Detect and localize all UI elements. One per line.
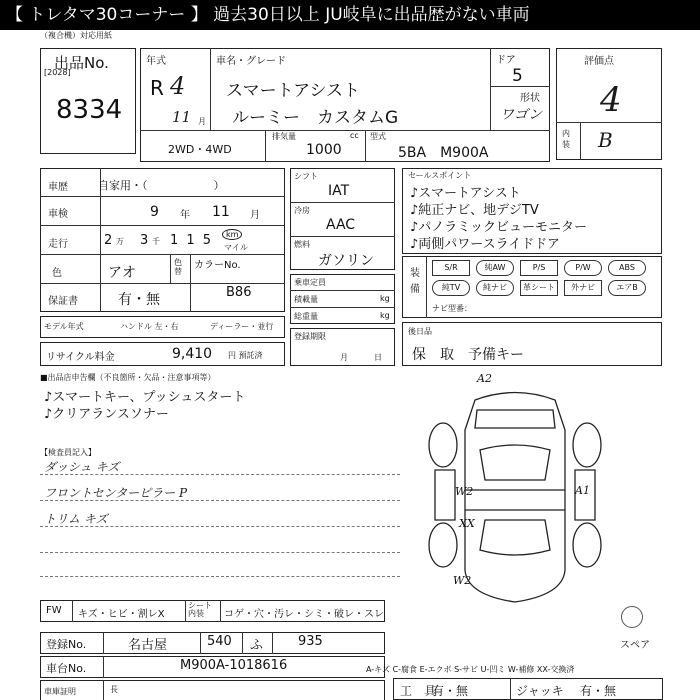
mileage-unit-mile: マイル — [224, 243, 248, 252]
sales-point-item: ♪純正ナビ、地デジTV — [410, 203, 539, 218]
model-year-label: モデル年式 — [44, 322, 84, 331]
later-items-label: 後日品 — [408, 327, 432, 336]
lot-tag: [2028] — [44, 68, 71, 77]
color-code: B86 — [226, 285, 252, 300]
year-value: 4 — [170, 72, 186, 100]
later-items-value: 保 取 予備キー — [412, 347, 524, 363]
garage-label: 車庫証明 — [44, 687, 76, 696]
legend-seat: シート内装 — [188, 601, 212, 618]
chassis-label: 車台No. — [46, 662, 87, 675]
aircon-value: AAC — [326, 217, 356, 233]
form-subheader: （複合機）対応用紙 — [40, 31, 112, 40]
type-label: 型式 — [370, 132, 386, 141]
plate-kana: ふ — [250, 638, 264, 653]
damage-mark: XX — [459, 517, 475, 530]
year-era: R — [150, 76, 164, 100]
year-month: 11 — [172, 108, 192, 126]
legend-items: キズ・ヒビ・割レX — [78, 609, 165, 620]
seller-note-item: ♪スマートキー、プッシュスタート — [44, 390, 246, 405]
tools-label: 工 具 — [400, 684, 437, 698]
inspector-label: 【検査員記入】 — [40, 448, 96, 457]
model-line2: ルーミー カスタムG — [232, 108, 399, 128]
equipment-sr: S/R — [432, 260, 470, 276]
mileage-digits: 1 1 5 — [170, 233, 214, 248]
damage-mark: W2 — [455, 485, 474, 498]
legend-fw: FW — [46, 605, 62, 616]
reg-date-label: 登録期限 — [294, 332, 326, 341]
color-value: アオ — [108, 265, 136, 281]
inspection-month: 11 — [212, 204, 230, 220]
inspector-note: フロントセンターピラー P — [44, 486, 188, 500]
damage-codes-legend: A-キズ C-腐食 E-エクボ S-サビ U-凹ミ W-補修 XX-交換済 — [366, 665, 575, 674]
year-label: 年式 — [146, 56, 166, 67]
page-banner: 【 トレタマ30コーナー 】 過去30日以上 JU岐阜に出品歴がない車両 — [0, 0, 700, 30]
history-label: 車歴 — [48, 182, 68, 193]
lot-label: 出品No. — [54, 54, 109, 72]
equipment-navi: 純ナビ — [476, 280, 514, 296]
plate-label: 登録No. — [46, 638, 87, 651]
handle-options: ハンドル 左・右 — [120, 322, 179, 331]
interior-label: 内装 — [562, 129, 570, 149]
sales-points-label: セールスポイント — [408, 171, 472, 180]
displacement-value: 1000 — [306, 142, 342, 158]
damage-mark: A1 — [575, 484, 590, 497]
mileage-sen: 3 — [140, 233, 149, 248]
doors-label: ドア — [496, 55, 516, 66]
chassis-value: M900A-1018616 — [180, 658, 288, 673]
model-label: 車名・グレード — [216, 56, 286, 67]
reg-day-unit: 日 — [374, 353, 382, 362]
equipment-label: 装備 — [410, 268, 420, 295]
fuel-label: 燃料 — [294, 240, 310, 249]
lot-number: 8334 — [56, 95, 123, 125]
gross-unit: kg — [380, 311, 390, 320]
spare-tire-icon — [621, 606, 643, 628]
tools-value: 有・無 — [432, 684, 469, 698]
plate-number: 935 — [298, 634, 323, 649]
equipment-tv: 純TV — [432, 280, 470, 296]
color-change-label: 色替 — [174, 258, 182, 276]
recycle-value: 9,410 — [172, 346, 213, 362]
sales-point-item: ♪スマートアシスト — [410, 186, 521, 201]
mileage-man-unit: 万 — [116, 237, 124, 246]
score-value: 4 — [600, 80, 622, 120]
warranty-value: 有・無 — [118, 292, 160, 308]
inspection-month-unit: 月 — [250, 210, 260, 221]
displacement-label: 排気量 — [272, 132, 296, 141]
aircon-label: 冷房 — [294, 206, 310, 215]
equipment-alloy-wheel: 純AW — [476, 260, 514, 276]
equipment-power-window: P/W — [564, 260, 602, 276]
color-label: 色 — [52, 268, 62, 279]
equipment-abs: ABS — [608, 260, 646, 276]
damage-mark: A2 — [477, 372, 492, 385]
shape-value: ワゴン — [500, 107, 542, 123]
sales-point-item: ♪両側パワースライドドア — [410, 237, 560, 252]
spare-label: スペア — [620, 640, 650, 651]
equipment-ext-navi: 外ナビ — [564, 280, 602, 296]
load-unit: kg — [380, 294, 390, 303]
mileage-man: 2 — [104, 233, 113, 248]
history-value: 自家用・（ ） — [98, 179, 225, 192]
shift-label: シフト — [294, 172, 318, 181]
year-month-unit: 月 — [198, 117, 206, 126]
jack-value: 有・無 — [580, 684, 617, 698]
dealer-options: ディーラー・並行 — [210, 322, 274, 331]
shape-label: 形状 — [520, 93, 540, 104]
equipment-airbag: エアB — [608, 280, 646, 296]
recycle-unit: 円 預託済 — [228, 351, 263, 360]
shift-value: IAT — [328, 183, 350, 199]
garage-row — [40, 680, 385, 700]
jack-label: ジャッキ — [516, 684, 564, 698]
equipment-power-steering: P/S — [520, 260, 558, 276]
score-label: 評価点 — [584, 56, 614, 67]
reg-month-unit: 月 — [340, 353, 348, 362]
garage-flag: 長 — [110, 685, 118, 694]
gross-label: 総重量 — [294, 312, 318, 321]
color-code-label: カラーNo. — [194, 260, 241, 271]
navi-model-label: ナビ型番： — [432, 304, 472, 313]
inspection-year-unit: 年 — [180, 210, 190, 221]
fuel-value: ガソリン — [318, 253, 374, 269]
drive-options: 2WD・4WD — [168, 143, 232, 156]
seller-note-item: ♪クリアランスソナー — [44, 407, 169, 422]
plate-area: 名古屋 — [128, 638, 168, 653]
mileage-sen-unit: 千 — [152, 237, 160, 246]
mileage-label: 走行 — [48, 239, 68, 250]
displacement-unit: cc — [350, 131, 359, 140]
damage-mark: W2 — [453, 574, 472, 587]
inspector-note: ダッシュ キズ — [44, 460, 120, 474]
interior-value: B — [598, 128, 613, 152]
car-damage-diagram — [415, 370, 615, 620]
equipment-leather-seat: 革シート — [520, 280, 558, 296]
doors-value: 5 — [512, 66, 523, 86]
warranty-label: 保証書 — [48, 296, 78, 307]
seller-notes-label: ■出品店申告欄（不良箇所・欠品・注意事項等） — [40, 373, 216, 382]
sales-point-item: ♪パノラミックビューモニター — [410, 220, 588, 235]
plate-class: 540 — [207, 634, 232, 649]
inspector-note: トリム キズ — [44, 512, 108, 526]
inspection-year: 9 — [150, 204, 159, 220]
mileage-unit-km: km — [222, 229, 242, 240]
model-line1: スマートアシスト — [226, 81, 360, 101]
recycle-label: リサイクル料金 — [46, 352, 115, 363]
inspection-label: 車検 — [48, 209, 68, 220]
load-label: 積載量 — [294, 295, 318, 304]
capacity-label: 乗車定員 — [294, 278, 326, 287]
type-value: 5BA M900A — [398, 145, 489, 161]
legend-types: コゲ・穴・汚レ・シミ・破レ・スレ — [224, 609, 384, 620]
